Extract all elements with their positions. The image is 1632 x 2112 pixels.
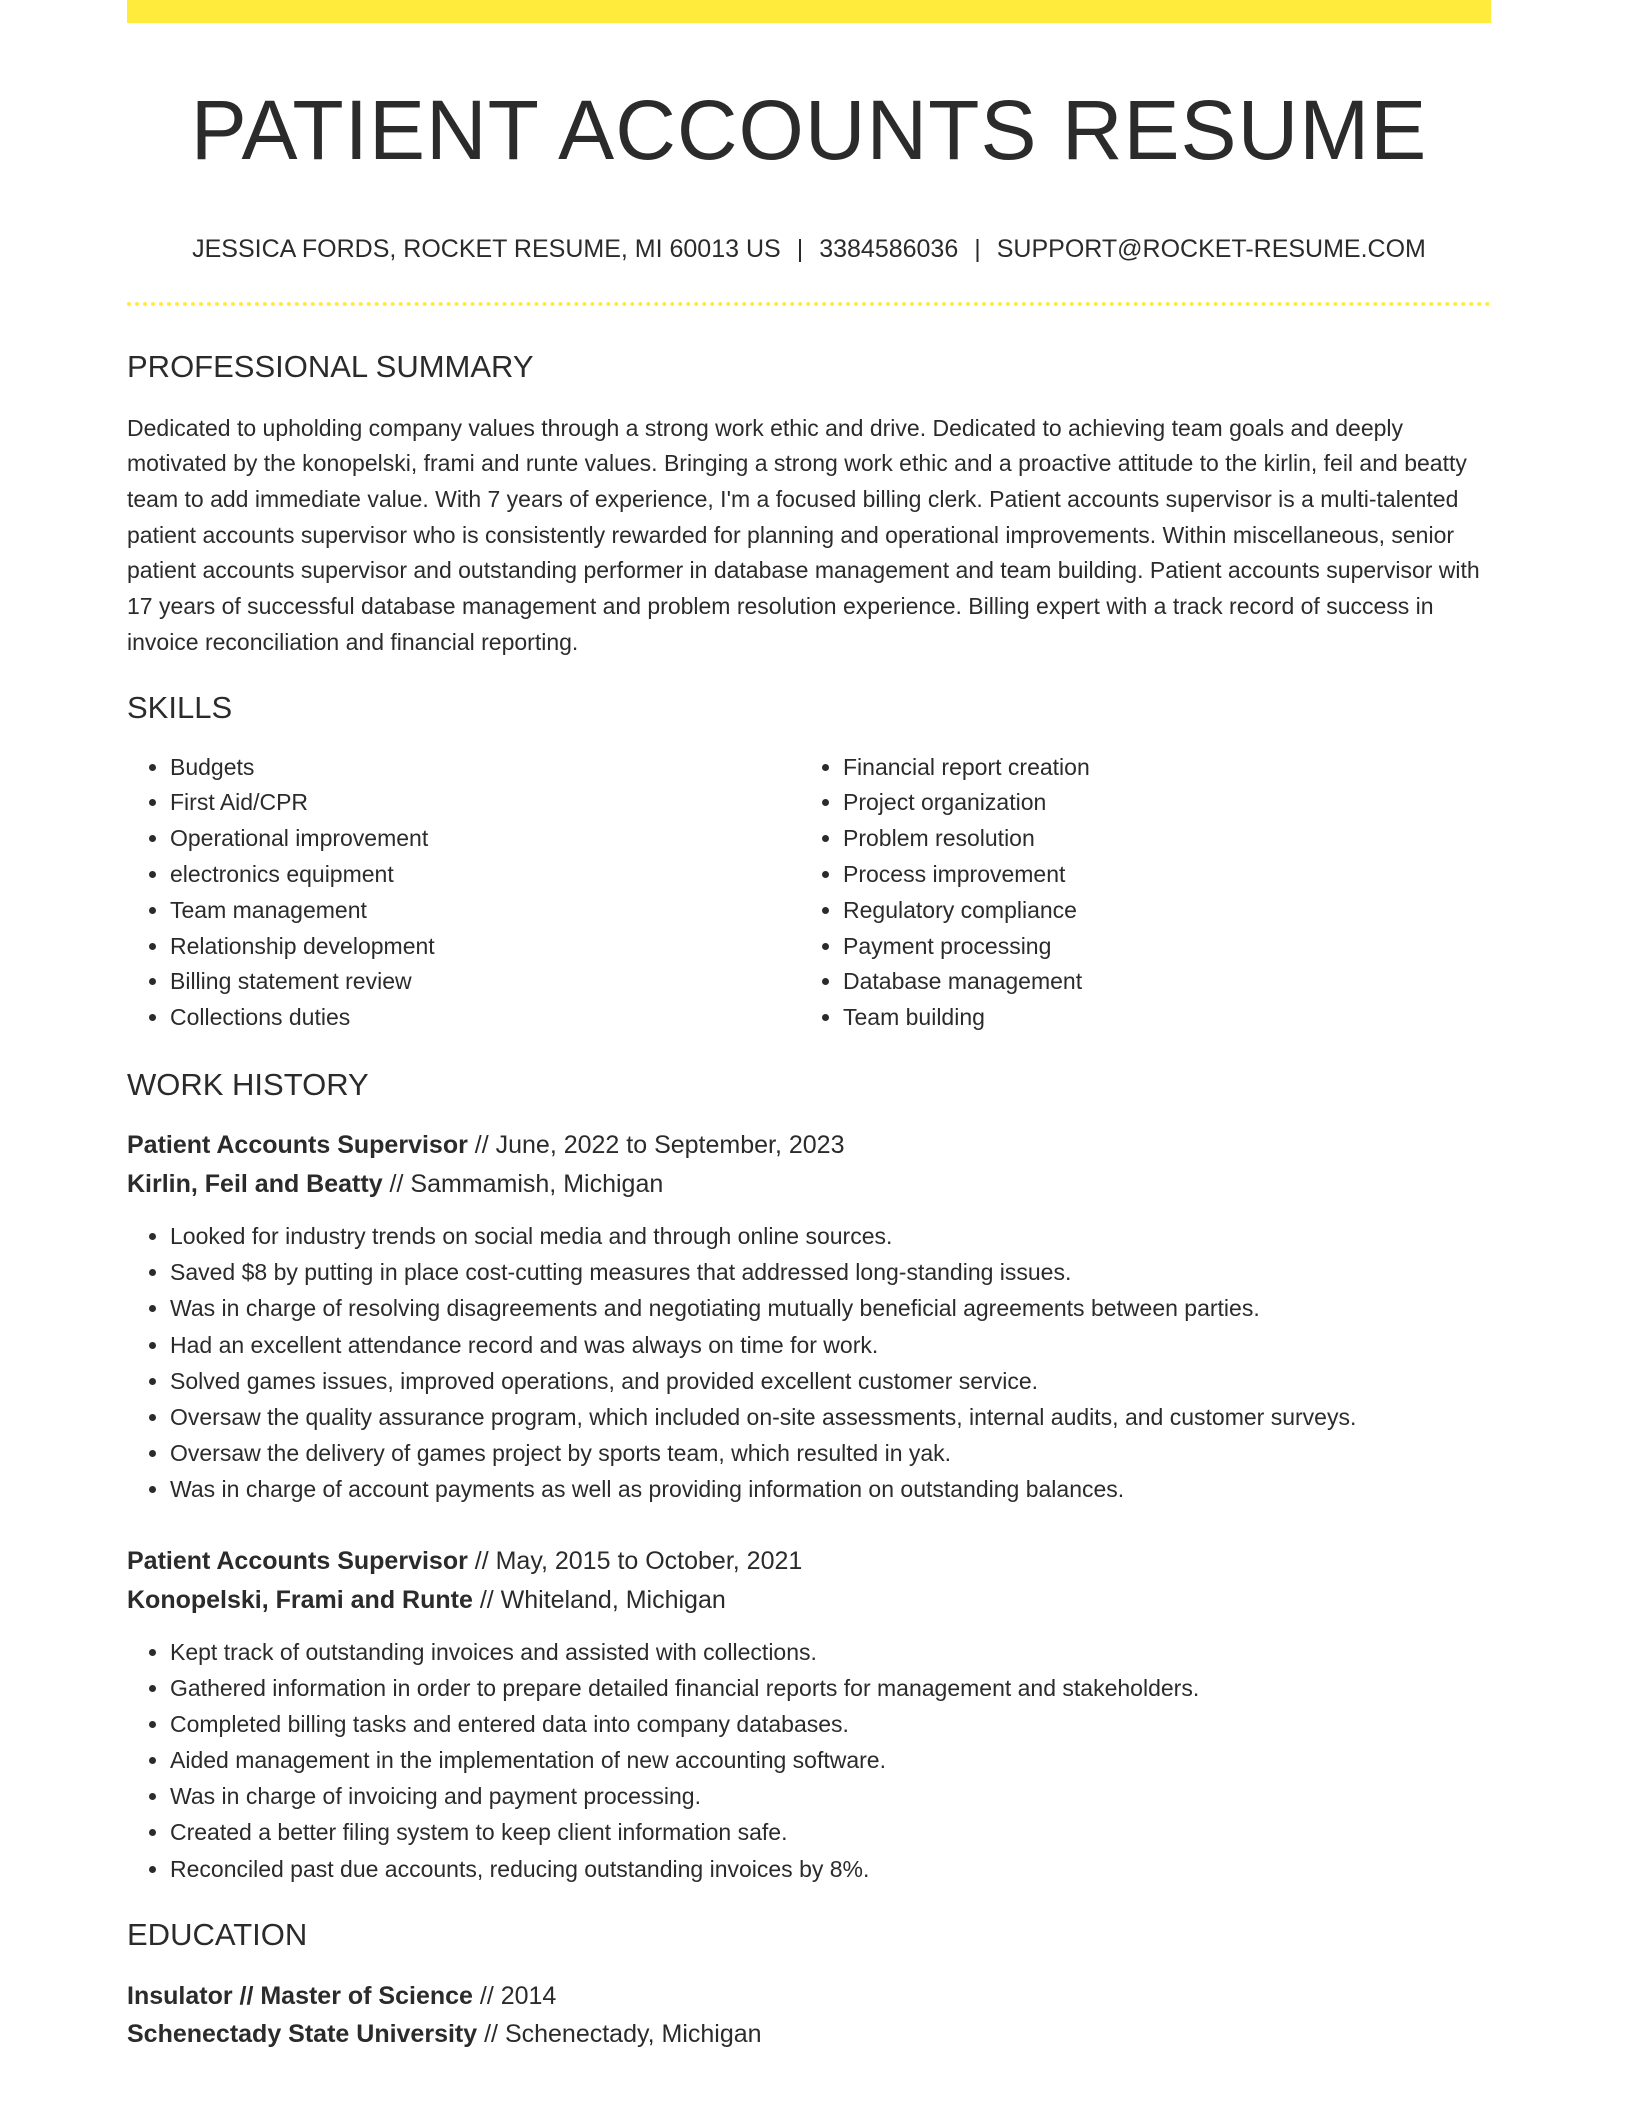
job-location: // Sammamish, Michigan xyxy=(382,1170,664,1199)
education-entry xyxy=(127,1977,1491,2053)
contact-phone: 3384586036 xyxy=(819,235,959,264)
education-year: // 2014 xyxy=(472,1981,557,2010)
education-degree-line xyxy=(127,1977,1491,2015)
job-bullet: • Was in charge of resolving disagreements and negotiating mutually beneficial agreements between parties. xyxy=(170,1290,1491,1326)
job-bullet: • Was in charge of invoicing and payment processing. xyxy=(170,1778,1491,1814)
skill-item: • Regulatory compliance xyxy=(843,893,1473,929)
contact-address: JESSICA FORDS, ROCKET RESUME, MI 60013 US xyxy=(192,235,781,264)
job-entry xyxy=(127,1542,1491,1887)
contact-line xyxy=(127,234,1491,264)
work-history-heading: WORK HISTORY xyxy=(127,1067,369,1103)
job-bullet: • Kept track of outstanding invoices and assisted with collections. xyxy=(170,1634,1491,1670)
job-position-line xyxy=(127,1126,1491,1165)
job-company: Kirlin, Feil and Beatty xyxy=(127,1170,383,1199)
education-heading: EDUCATION xyxy=(127,1916,308,1952)
job-company: Konopelski, Frami and Runte xyxy=(127,1586,473,1614)
skill-item: • Database management xyxy=(843,964,1473,1000)
job-bullets xyxy=(127,1634,1491,1887)
job-bullet: • Was in charge of account payments as well as providing information on outstanding balances. xyxy=(170,1471,1491,1507)
skill-item: • Team management xyxy=(170,893,800,929)
job-bullets xyxy=(127,1218,1491,1507)
job-company-line xyxy=(127,1165,1491,1204)
skill-item: • Relationship development xyxy=(170,929,800,965)
skill-item: • Financial report creation xyxy=(843,750,1473,786)
job-bullet: • Had an excellent attendance record and was always on time for work. xyxy=(170,1327,1491,1363)
skill-item: • Process improvement xyxy=(843,857,1473,893)
education-degree: Insulator // Master of Science xyxy=(127,1981,473,2010)
contact-separator: | xyxy=(974,235,981,264)
job-dates: // June, 2022 to September, 2023 xyxy=(467,1131,845,1160)
job-bullet: • Created a better filing system to keep client information safe. xyxy=(170,1814,1491,1850)
education-school: Schenectady State University xyxy=(127,2019,478,2048)
skills-column-left xyxy=(127,750,800,1036)
skills-list xyxy=(127,750,1491,1036)
contact-email: SUPPORT@ROCKET-RESUME.COM xyxy=(996,235,1426,264)
job-bullet: • Saved $8 by putting in place cost-cutting measures that addressed long-standing issues. xyxy=(170,1254,1491,1290)
skill-item: • Billing statement review xyxy=(170,964,800,1000)
skill-item: • Collections duties xyxy=(170,1000,800,1036)
job-bullet: • Completed billing tasks and entered data into company databases. xyxy=(170,1706,1491,1742)
resume-title: PATIENT ACCOUNTS RESUME xyxy=(190,83,1428,177)
education-location: // Schenectady, Michigan xyxy=(477,2019,762,2048)
job-position: Patient Accounts Supervisor xyxy=(127,1547,468,1575)
job-bullet: • Reconciled past due accounts, reducing outstanding invoices by 8%. xyxy=(170,1851,1491,1887)
dotted-divider xyxy=(127,302,1491,306)
skill-item: • Payment processing xyxy=(843,929,1473,965)
summary-text: Dedicated to upholding company values through a strong work ethic and drive. Dedicated to achieving team goals and deeply motivated by the konopelski, frami and runte values. Bringing a strong work ethic and a proactive attitude to the kirlin, feil and beatty team to add immediate value. With 7 years of experience, I'm a focused billing clerk. Patient accounts supervisor is a multi-talented patient accounts supervisor who is consistently rewarded for planning and operational improvements. Within miscellaneous, senior patient accounts supervisor and outstanding performer in database management and team building. Patient accounts supervisor with 17 years of successful database management and problem resolution experience. Billing expert with a track record of success in invoice reconciliation and financial reporting. xyxy=(127,414,1480,655)
skill-item: • Project organization xyxy=(843,785,1473,821)
resume-page xyxy=(127,0,1491,2053)
job-bullet: • Looked for industry trends on social media and through online sources. xyxy=(170,1218,1491,1254)
job-position-line xyxy=(127,1542,1491,1581)
job-bullet: • Oversaw the delivery of games project by sports team, which resulted in yak. xyxy=(170,1435,1491,1471)
job-bullet: • Aided management in the implementation of new accounting software. xyxy=(170,1742,1491,1778)
job-bullet: • Gathered information in order to prepare detailed financial reports for management and stakeholders. xyxy=(170,1670,1491,1706)
job-entry xyxy=(127,1126,1491,1507)
contact-separator: | xyxy=(796,235,804,264)
skill-item: • Problem resolution xyxy=(843,821,1473,857)
skill-item: • Operational improvement xyxy=(170,821,800,857)
job-dates: // May, 2015 to October, 2021 xyxy=(467,1547,803,1575)
job-position: Patient Accounts Supervisor xyxy=(127,1131,468,1160)
skill-item: • Budgets xyxy=(170,750,800,786)
skills-column-right xyxy=(800,750,1473,1036)
skill-item: • Team building xyxy=(843,1000,1473,1036)
job-bullet: • Solved games issues, improved operations, and provided excellent customer service. xyxy=(170,1363,1491,1399)
job-bullet: • Oversaw the quality assurance program, which included on-site assessments, internal audits, and customer surveys. xyxy=(170,1399,1491,1435)
skill-item: • electronics equipment xyxy=(170,857,800,893)
job-location: // Whiteland, Michigan xyxy=(472,1586,726,1614)
education-school-line xyxy=(127,2015,1491,2053)
summary-heading: PROFESSIONAL SUMMARY xyxy=(127,349,534,385)
skill-item: • First Aid/CPR xyxy=(170,785,800,821)
top-accent-bar xyxy=(127,0,1491,23)
job-company-line xyxy=(127,1581,1491,1620)
skills-heading: SKILLS xyxy=(127,689,233,725)
